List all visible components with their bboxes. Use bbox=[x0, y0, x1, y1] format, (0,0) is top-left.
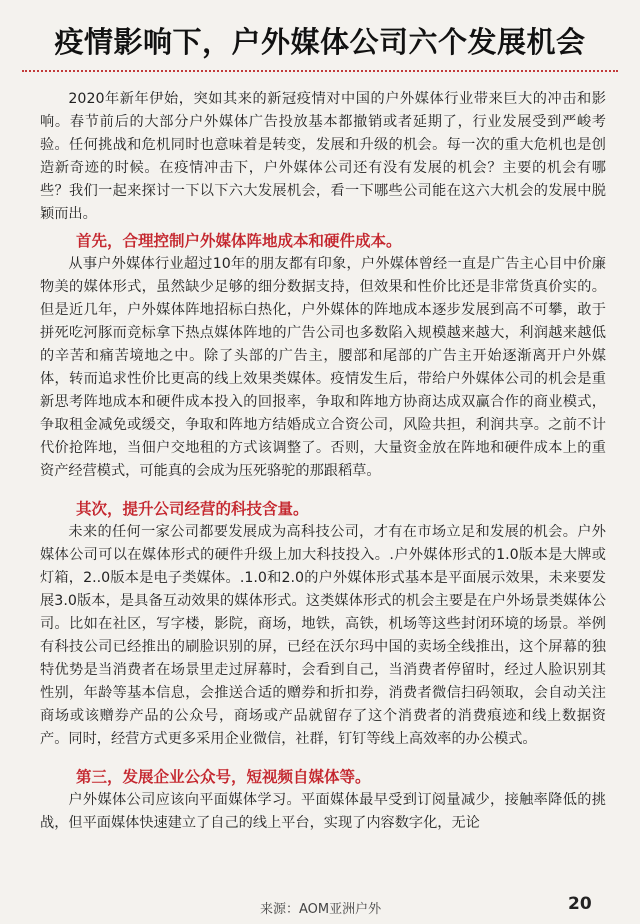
section-paragraph-2: 未来的任何一家公司都要发展成为高科技公司，才有在市场立足和发展的机会。户外媒体公司可以在媒体形式的硬件升级上加大科技投入。.户外媒体形式的1.0版本是大牌或灯箱，2..0版本是电子类媒体。.1.0和2.0的户外媒体形式基本是平面展示效果，未来要发展3.0版本，是具备互动效果的媒体形式。这类媒体形式的机会主要是在户外场景类媒体公司。比如在社区，写字楼，影院，商场，地铁，高铁，机场等这些封闭环境的场景。举例有科技公司已经推出的刷脸识别的屏，已经在沃尔玛中国的卖场全线推出，这个屏幕的独特优势是当消费者在场景里走过屏幕时，会看到自己，当消费者停留时，经过人脸识别其性别，年龄等基本信息，会推送合适的赠券和折扣券，消费者微信扫码领取，会自动关注商场或该赠券产品的公众号，商场或产品就留存了这个消费者的消费痕迹和线上数据资产。同时，经营方式更多采用企业微信，社群，钉钉等线上高效率的办公模式。 bbox=[40, 524, 606, 747]
section-paragraph-1: 从事户外媒体行业超过10年的朋友都有印象，户外媒体曾经一直是广告主心目中价廉物美的媒体形式，虽然缺少足够的细分数据支持，但效果和性价比还是非常货真价实的。但是近几年，户外媒体阵地招标白热化，户外媒体的阵地成本逐步发展到高不可攀，敢于拼死吃河豚而竞标拿下热点媒体阵地的广告公司也多数陷入规模越来越大，利润越来越低的辛苦和痛苦境地之中。除了头部的广告主，腰部和尾部的广告主开始逐渐离开户外媒体，转而追求性价比更高的线上效果类媒体。疫情发生后，带给户外媒体公司的机会是重新思考阵地成本和硬件成本投入的回报率，争取和阵地方协商达成双赢合作的商业模式，争取租金减免或缓交，争取和阵地方结婚成立合资公司，风险共担，利润共享。之前不计代价抢阵地，当佃户交地租的方式该调整了。否则，大量资金放在阵地和硬件成本上的重资产经营模式，可能真的会成为压死骆驼的那跟稻草。 bbox=[40, 256, 606, 479]
section-heading-2: 其次，提升公司经营的科技含量。 bbox=[76, 500, 309, 518]
title-divider bbox=[22, 70, 618, 72]
page-number: 20 bbox=[568, 894, 592, 914]
section-heading-1: 首先，合理控制户外媒体阵地成本和硬件成本。 bbox=[76, 232, 402, 250]
source-credit: 来源：AOM亚洲户外 bbox=[260, 902, 382, 917]
page-title: 疫情影响下，户外媒体公司六个发展机会 bbox=[54, 25, 586, 59]
intro-paragraph: 2020年新年伊始，突如其来的新冠疫情对中国的户外媒体行业带来巨大的冲击和影响。春节前后的大部分户外媒体广告投放基本都撤销或者延期了，行业发展受到严峻考验。任何挑战和危机同时也意味着是转变，发展和升级的机会。每一次的重大危机也是创造新奇迹的时候。在疫情冲击下，户外媒体公司还有没有发展的机会？主要的机会有哪些？我们一起来探讨一下以下六大发展机会，看一下哪些公司能在这六大机会的发展中脱颖而出。 bbox=[40, 91, 606, 222]
section-heading-3: 第三，发展企业公众号，短视频自媒体等。 bbox=[76, 768, 371, 786]
section-paragraph-3: 户外媒体公司应该向平面媒体学习。平面媒体最早受到订阅量减少，接触率降低的挑战，但平面媒体快速建立了自己的线上平台，实现了内容数字化，无论 bbox=[40, 792, 606, 831]
article-body bbox=[40, 88, 606, 835]
